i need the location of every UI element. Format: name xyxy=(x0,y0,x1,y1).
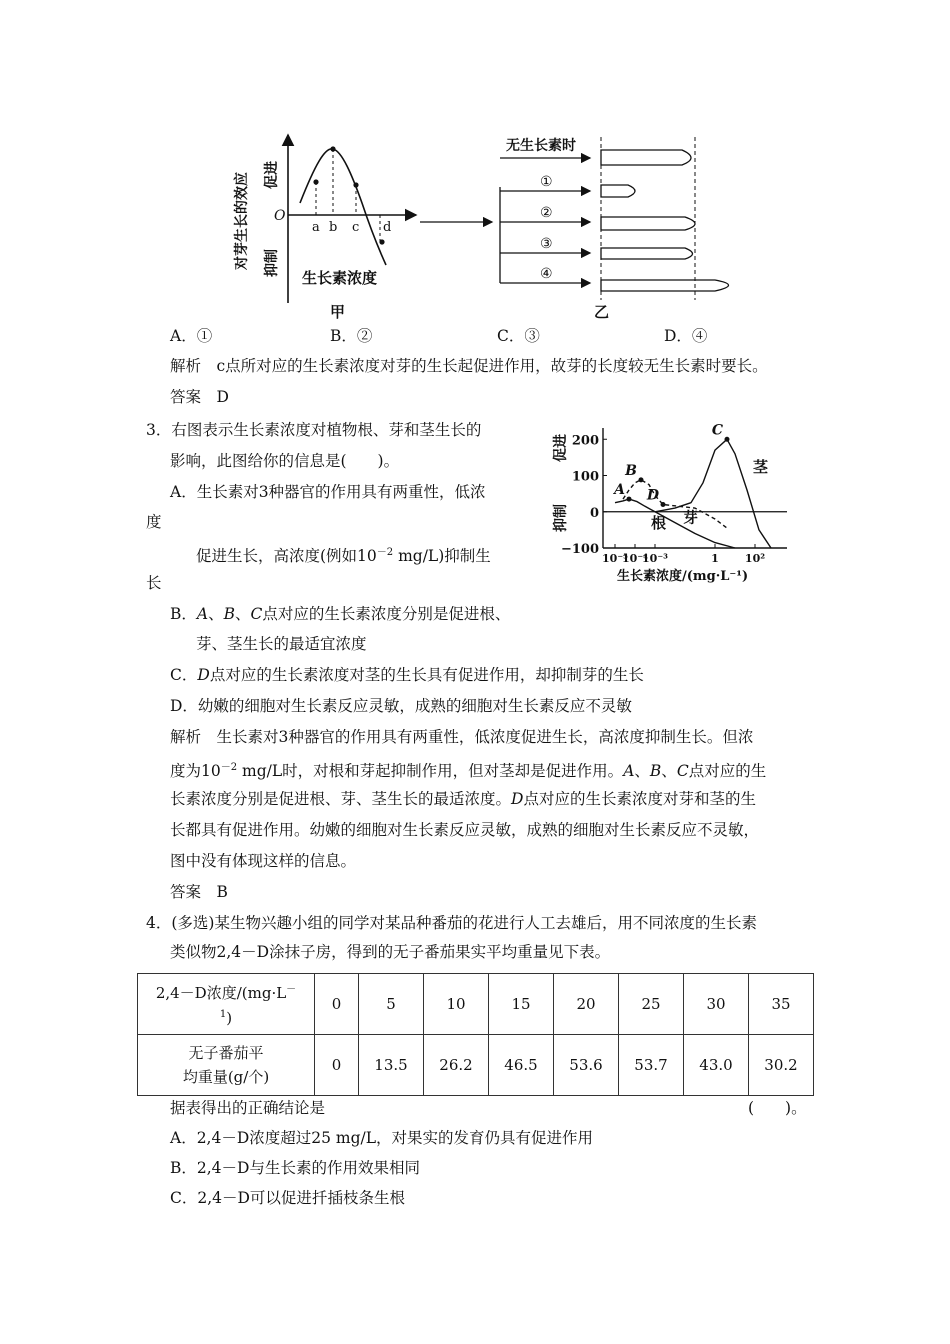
chart-y-tick-label: 0 xyxy=(589,505,599,521)
table-row xyxy=(138,1035,814,1096)
table-header-weight: 无子番茄平 均重量(g/个) xyxy=(138,1035,315,1096)
chart-point xyxy=(639,477,644,482)
chart-point-label: B xyxy=(625,462,637,479)
chart-point xyxy=(661,502,666,507)
table-header-conc: 2,4－D浓度/(mg·L－ $^1$) xyxy=(138,974,315,1035)
jia-origin: O xyxy=(274,208,286,224)
q4-conclusion: 据表得出的正确结论是 xyxy=(170,1099,326,1117)
q3-answer: 答案 B xyxy=(170,883,228,901)
table-cell: 10 xyxy=(424,974,489,1035)
q3-option-a-4: 长 xyxy=(146,574,162,592)
chart-x-tick-label: 1 xyxy=(711,552,719,565)
table-cell: 15 xyxy=(489,974,554,1035)
chart-point-label: D xyxy=(646,487,659,504)
q3-analysis-3: 长素浓度分别是促进根、芽、茎生长的最适浓度。D点对应的生长素浓度对芽和茎的生 xyxy=(170,790,756,808)
chart-xlabel: 生长素浓度/(mg·L⁻¹) xyxy=(617,569,749,584)
q2-analysis: 解析 c点所对应的生长素浓度对芽的生长起促进作用，故芽的长度较无生长素时要长。 xyxy=(170,357,768,375)
q2-option-d: D．④ xyxy=(664,327,708,345)
q3-option-a-2: 度 xyxy=(146,513,162,531)
chart-point xyxy=(725,437,730,442)
table-cell: 30.2 xyxy=(749,1035,814,1096)
auxin-organ-chart xyxy=(525,420,795,588)
yi-top-label: 无生长素时 xyxy=(506,138,576,154)
svg-text:c: c xyxy=(352,220,360,235)
yi-item-1: ① xyxy=(540,174,553,190)
yi-item-4: ④ xyxy=(540,266,553,282)
q3-option-b-1: B．A、B、C点对应的生长素浓度分别是促进根、 xyxy=(170,605,511,623)
bud-3 xyxy=(601,248,693,259)
table-cell: 13.5 xyxy=(359,1035,424,1096)
chart-series-label: 根 xyxy=(651,514,667,533)
bud-2 xyxy=(601,217,695,230)
table-cell: 43.0 xyxy=(684,1035,749,1096)
table-cell: 46.5 xyxy=(489,1035,554,1096)
q2-option-b: B．② xyxy=(330,327,373,345)
table-cell: 53.6 xyxy=(554,1035,619,1096)
table-cell: 30 xyxy=(684,974,749,1035)
chart-point xyxy=(627,497,632,502)
chart-series-line xyxy=(655,439,771,548)
table-cell: 20 xyxy=(554,974,619,1035)
table-cell: 5 xyxy=(359,974,424,1035)
q4-option-a: A．2,4－D浓度超过25 mg/L，对果实的发育仍具有促进作用 xyxy=(170,1129,594,1147)
svg-text:a: a xyxy=(312,220,320,235)
q3-stem-2: 影响，此图给你的信息是( )。 xyxy=(170,452,400,470)
q3-analysis-5: 图中没有体现这样的信息。 xyxy=(170,852,357,870)
point-d xyxy=(379,239,384,244)
point-a xyxy=(313,179,318,184)
jia-x-label: 生长素浓度 xyxy=(302,269,378,287)
chart-y-tick-label: −100 xyxy=(560,542,599,557)
chart-ylabel-top: 促进 xyxy=(553,434,569,462)
svg-text:b: b xyxy=(329,220,338,235)
q4-option-b: B．2,4－D与生长素的作用效果相同 xyxy=(170,1159,420,1177)
q3-analysis-4: 长都具有促进作用。幼嫩的细胞对生长素反应灵敏，成熟的细胞对生长素反应不灵敏， xyxy=(170,821,760,839)
bud-1 xyxy=(601,185,635,197)
q2-option-a: A．① xyxy=(170,327,213,345)
chart-series-label: 茎 xyxy=(753,457,769,476)
chart-x-tick-label: 10⁻⁵ xyxy=(602,552,628,565)
q3-option-a-3: 促进生长，高浓度(例如$10^{-2}$ mg/L)抑制生 xyxy=(196,547,491,566)
point-c xyxy=(353,182,358,187)
jia-y-label: 对芽生长的效应 xyxy=(234,172,250,270)
q3-stem-1: 3．右图表示生长素浓度对植物根、芽和茎生长的 xyxy=(146,421,482,439)
chart-series-label: 芽 xyxy=(683,508,699,527)
yi-caption: 乙 xyxy=(594,303,610,321)
bud-control xyxy=(601,150,691,165)
chart-x-tick-label: 10⁻⁴ xyxy=(622,552,648,565)
q3-option-a-1: A．生长素对3种器官的作用具有两重性，低浓 xyxy=(170,483,486,501)
q3-option-c: C．D点对应的生长素浓度对茎的生长具有促进作用，却抑制芽的生长 xyxy=(170,666,644,684)
chart-y-tick-label: 200 xyxy=(571,433,599,449)
q3-analysis-2: 度为$10^{-2}$ mg/L时，对根和芽起抑制作用，但对茎却是促进作用。A、B、C点对应的生 xyxy=(170,762,767,781)
yi-item-2: ② xyxy=(540,205,553,221)
bud-4 xyxy=(601,280,729,291)
chart-point-label: A xyxy=(614,482,625,499)
q3-option-b-2: 芽、茎生长的最适宜浓度 xyxy=(196,635,367,653)
jia-inhibit: 抑制 xyxy=(264,249,280,277)
q4-stem-1: 4．(多选)某生物兴趣小组的同学对某品种番茄的花进行人工去雄后，用不同浓度的生长素 xyxy=(146,914,757,932)
table-cell: 26.2 xyxy=(424,1035,489,1096)
chart-series-line xyxy=(623,480,727,528)
chart-y-tick-label: 100 xyxy=(571,469,599,485)
q3-analysis-1: 解析 生长素对3种器官的作用具有两重性，低浓度促进生长，高浓度抑制生长。但浓 xyxy=(170,728,754,746)
chart-x-tick-label: 10⁻³ xyxy=(642,552,668,565)
table-cell: 0 xyxy=(315,1035,359,1096)
q2-answer: 答案 D xyxy=(170,388,229,406)
jia-curve xyxy=(300,149,386,265)
jia-promote: 促进 xyxy=(264,161,280,189)
chart-ylabel-bottom: 抑制 xyxy=(553,504,569,532)
table-cell: 25 xyxy=(619,974,684,1035)
chart-x-tick-label: 10² xyxy=(744,552,766,565)
figure-jia-yi xyxy=(230,125,750,325)
table-cell: 35 xyxy=(749,974,814,1035)
chart-point-label: C xyxy=(711,422,723,439)
q2-option-c: C．③ xyxy=(497,327,540,345)
jia-caption: 甲 xyxy=(330,303,346,321)
table-cell: 53.7 xyxy=(619,1035,684,1096)
q4-option-c: C．2,4－D可以促进扦插枝条生根 xyxy=(170,1189,405,1207)
svg-text:d: d xyxy=(383,220,392,235)
q4-stem-2: 类似物2,4－D涂抹子房，得到的无子番茄果实平均重量见下表。 xyxy=(170,943,611,961)
tomato-table xyxy=(137,973,814,1096)
point-b xyxy=(330,146,335,151)
q3-option-d: D．幼嫩的细胞对生长素反应灵敏，成熟的细胞对生长素反应不灵敏 xyxy=(170,697,632,715)
q4-answer-paren: ( )。 xyxy=(748,1099,807,1117)
yi-item-3: ③ xyxy=(540,236,553,252)
table-row xyxy=(138,974,814,1035)
table-cell: 0 xyxy=(315,974,359,1035)
